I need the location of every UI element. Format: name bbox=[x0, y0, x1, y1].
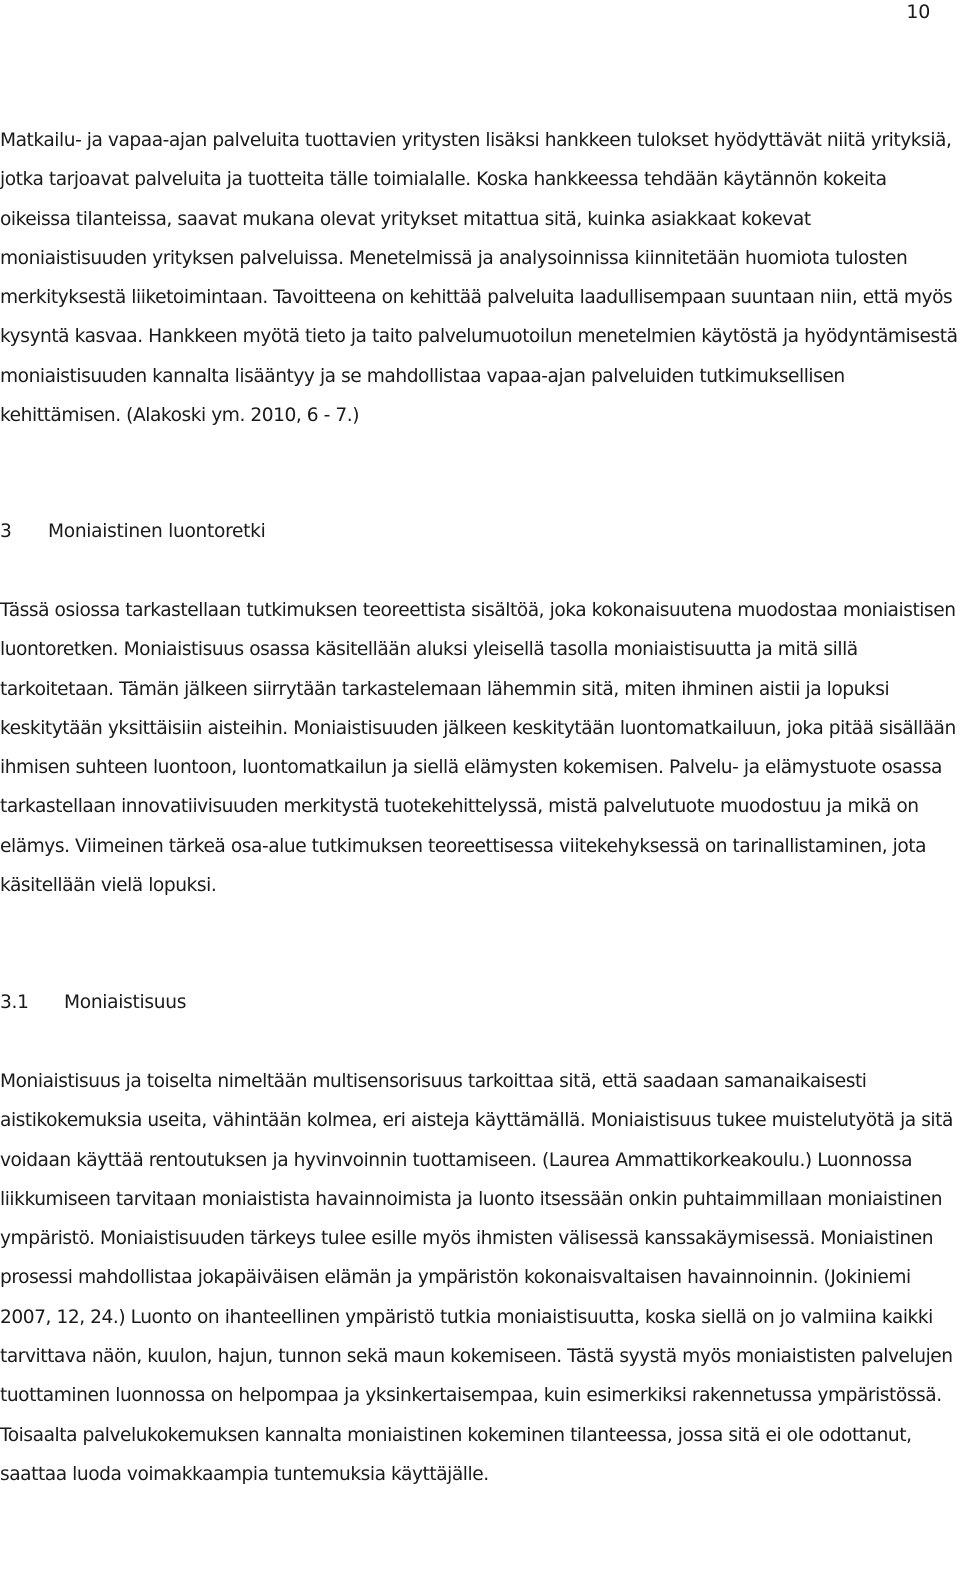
paragraph-intro: Matkailu- ja vapaa-ajan palveluita tuottavien yritysten lisäksi hankkeen tulokset hyödyttävät niitä yrityksiä, jotka tarjoavat palveluita ja tuotteita tälle toimialalle. Koska hankkeessa tehdään käytännön kokeita oikeissa tilanteissa, saavat mukana olevat yritykset mitattua sitä, kuinka asiakkaat kokevat moniaistisuuden yrityksen palveluissa. Menetelmissä ja analysoinnissa kiinnitetään huomiota tulosten merkityksestä liiketoimintaan. Tavoitteena on kehittää palveluita laadullisempaan suuntaan niin, että myös kysyntä kasvaa. Hankkeen myötä tieto ja taito palvelumuotoilun menetelmien käytöstä ja hyödyntämisestä moniaistisuuden kannalta lisääntyy ja se mahdollistaa vapaa-ajan palveluiden tutkimuksellisen kehittämisen. (Alakoski ym. 2010, 6 - 7.) bbox=[0, 130, 958, 427]
subsection-number: 3.1 bbox=[0, 992, 29, 1013]
section-heading-3 bbox=[0, 520, 265, 544]
paragraph-section-overview: Tässä osiossa tarkastellaan tutkimuksen teoreettista sisältöä, joka kokonaisuutena muodostaa moniaistisen luontoretken. Moniaistisuus osassa käsitellään aluksi yleisellä tasolla moniaistisuutta ja mitä sillä tarkoitetaan. Tämän jälkeen siirrytään tarkastelemaan lähemmin sitä, miten ihminen aistii ja lopuksi keskitytään yksittäisiin aisteihin. Moniaistisuuden jälkeen keskitytään luontomatkailuun, joka pitää sisällään ihmisen suhteen luontoon, luontomatkailun ja siellä elämysten kokemisen. Palvelu- ja elämystuote osassa tarkastellaan innovatiivisuuden merkitystä tuotekehittelyssä, mistä palvelutuote muodostuu ja mikä on elämys. Viimeinen tärkeä osa-alue tutkimuksen teoreettisessa viitekehyksessä on tarinallistaminen, jota käsitellään vielä lopuksi. bbox=[0, 600, 956, 897]
section-heading-3-1 bbox=[0, 991, 186, 1015]
section-number: 3 bbox=[0, 521, 12, 542]
paragraph-moniaistisuus: Moniaistisuus ja toiselta nimeltään multisensorisuus tarkoittaa sitä, että saadaan samanaikaisesti aistikokemuksia useita, vähintään kolmea, eri aisteja käyttämällä. Moniaistisuus tukee muistelutyötä ja sitä voidaan käyttää rentoutuksen ja hyvinvoinnin tuottamiseen. (Laurea Ammattikorkeakoulu.) Luonnossa liikkumiseen tarvitaan moniaistista havainnoimista ja luonto itsessään onkin puhtaimmillaan moniaistinen ympäristö. Moniaistisuuden tärkeys tulee esille myös ihmisten välisessä kanssakäymisessä. Moniaistinen prosessi mahdollistaa jokapäiväisen elämän ja ympäristön kokonaisvaltaisen havainnoinnin. (Jokiniemi 2007, 12, 24.) Luonto on ihanteellinen ympäristö tutkia moniaistisuutta, koska siellä on jo valmiina kaikki tarvittava näön, kuulon, hajun, tunnon sekä maun kokemiseen. Tästä syystä myös moniaististen palvelujen tuottaminen luonnossa on helpompaa ja yksinkertaisempaa, kuin esimerkiksi rakennetussa ympäristössä. Toisaalta palvelukokemuksen kannalta moniaistinen kokeminen tilanteessa, jossa sitä ei ole odottanut, saattaa luoda voimakkaampia tuntemuksia käyttäjälle. bbox=[0, 1071, 953, 1485]
subsection-title: Moniaistisuus bbox=[64, 992, 187, 1013]
section-title: Moniaistinen luontoretki bbox=[48, 521, 266, 542]
page-number: 10 bbox=[906, 1, 930, 23]
